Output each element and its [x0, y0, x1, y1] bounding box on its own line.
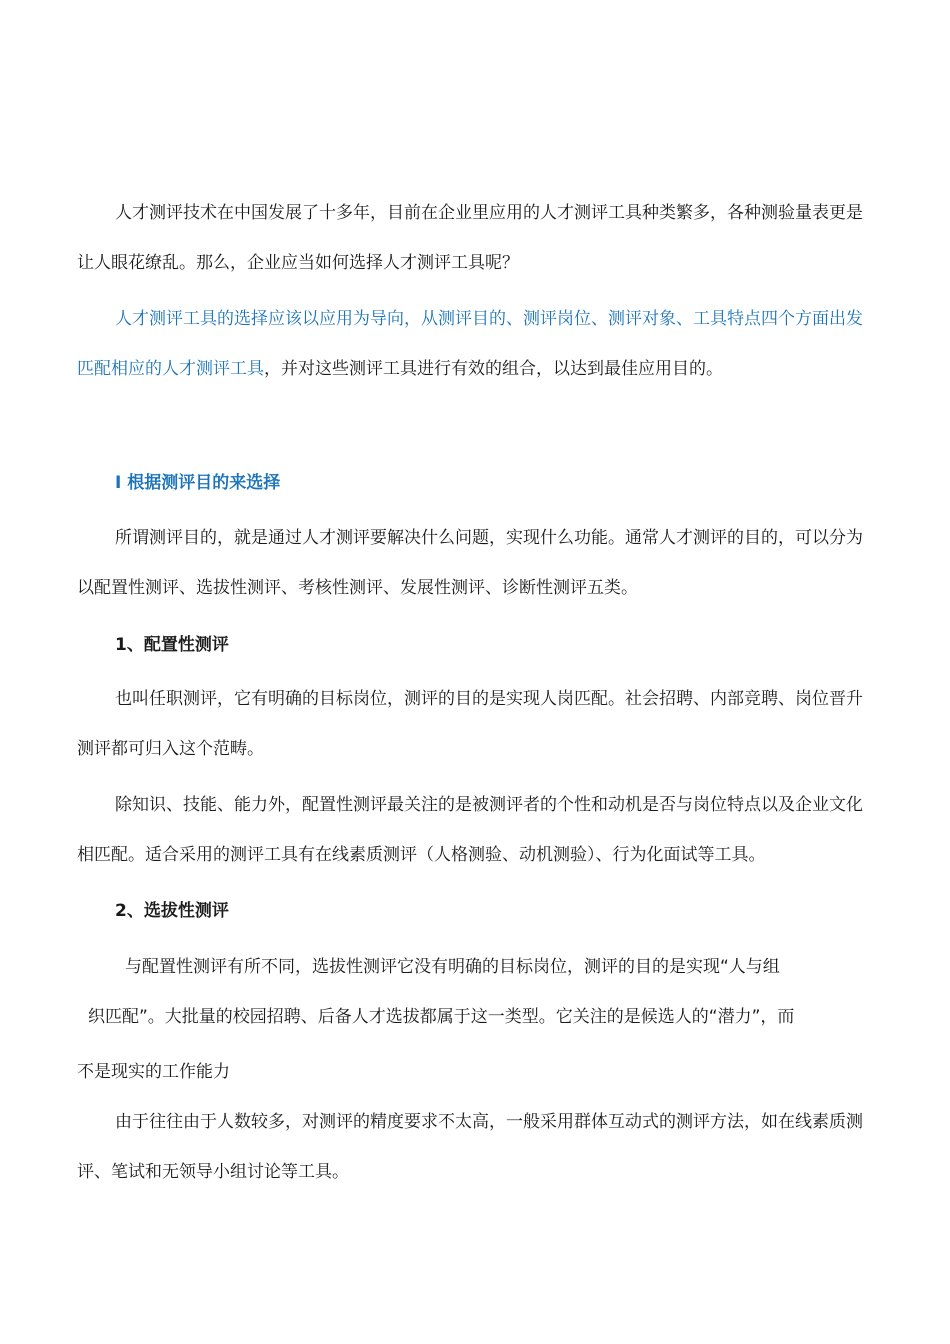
- intro-paragraph: 人才测评技术在中国发展了十多年，目前在企业里应用的人才测评工具种类繁多，各种测验量表更是让人眼花缭乱。那么，企业应当如何选择人才测评工具呢？: [77, 203, 863, 273]
- subheading-config: 1、配置性测评: [115, 635, 229, 655]
- principle-paragraph: [77, 294, 877, 394]
- select-desc-line-1: 与配置性测评有所不同，选拔性测评它没有明确的目标岗位，测评的目的是实现“人与组: [125, 957, 780, 977]
- config-desc-paragraph-2: 除知识、技能、能力外，配置性测评最关注的是被测评者的个性和动机是否与岗位特点以及企业文化相匹配。适合采用的测评工具有在线素质测评（人格测验、动机测验）、行为化面试等工具。: [77, 795, 863, 865]
- select-desc-line-2: 织匹配”。大批量的校园招聘、后备人才选拔都属于这一类型。它关注的是候选人的“潜力”，而: [88, 1007, 795, 1027]
- subheading-select: 2、选拔性测评: [115, 901, 229, 921]
- principle-rest: ，并对这些测评工具进行有效的组合，以达到最佳应用目的。: [264, 359, 723, 379]
- select-desc-paragraph-2: 由于往往由于人数较多，对测评的精度要求不太高，一般采用群体互动式的测评方法，如在线素质测评、笔试和无领导小组讨论等工具。: [77, 1112, 863, 1182]
- principle-highlight: 人才测评工具的选择应该以应用为导向，从测评目的、测评岗位、测评对象、工具特点四个方面出发匹配相应的人才测评工具: [77, 309, 863, 379]
- select-desc-line-3: 不是现实的工作能力: [77, 1062, 230, 1082]
- purpose-intro-paragraph: 所谓测评目的，就是通过人才测评要解决什么问题，实现什么功能。通常人才测评的目的，可以分为以配置性测评、选拔性测评、考核性测评、发展性测评、诊断性测评五类。: [77, 528, 863, 598]
- section-heading-purpose: I 根据测评目的来选择: [115, 473, 281, 493]
- config-desc-paragraph-1: 也叫任职测评，它有明确的目标岗位，测评的目的是实现人岗匹配。社会招聘、内部竞聘、岗位晋升测评都可归入这个范畴。: [77, 689, 863, 759]
